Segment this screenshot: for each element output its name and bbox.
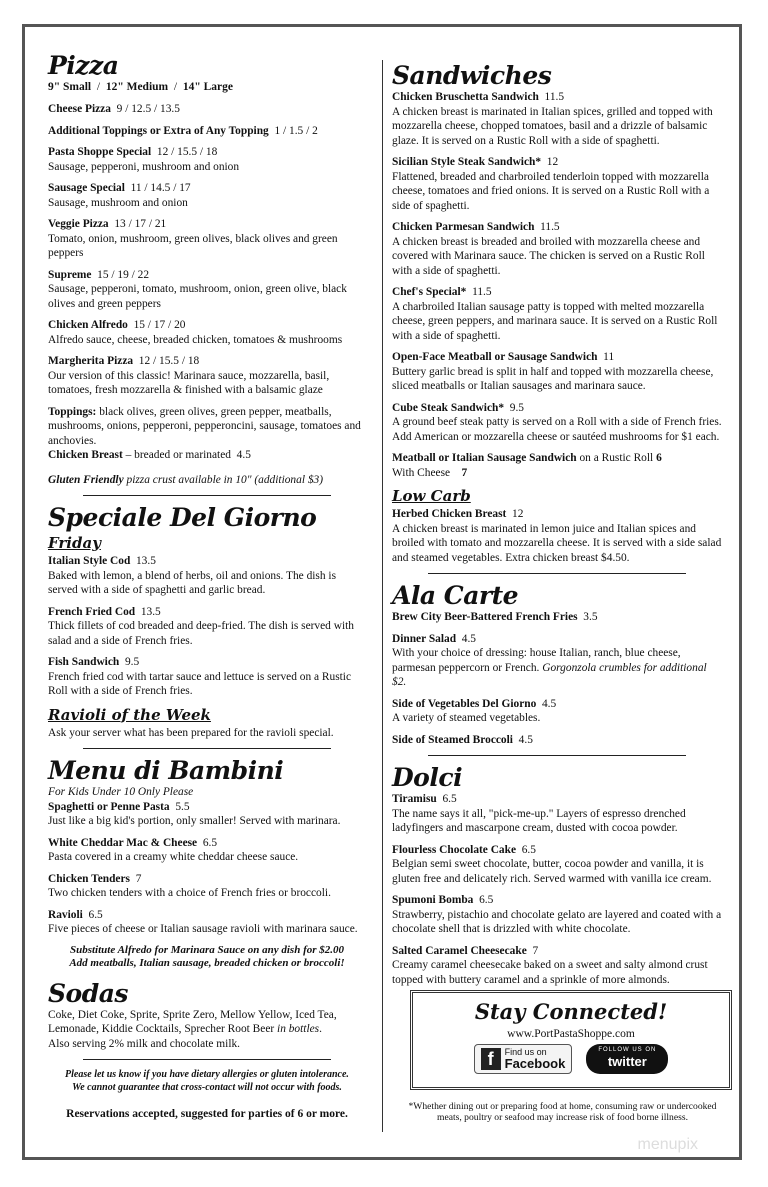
item-description: Creamy caramel cheesecake baked on a sweet and salty almond crust topped with buttery caramel and a sprinkle of more almonds. (392, 959, 708, 986)
item-price: 4.5 (461, 632, 476, 645)
sandwich-item (392, 90, 722, 148)
item-price: 11.5 (472, 286, 492, 298)
right-column (392, 62, 722, 994)
allergy-line-1: Please let us know if you have dietary allergies or gluten intolerance. (65, 1069, 349, 1080)
item-description: A chicken breast is marinated in Italian spices, grilled and topped with mozzarella cheese, chopped tomatoes, basil and a drizzle of balsamic glaze. It is served on a Rustic Roll with a side of spaghetti. (392, 105, 713, 147)
item-description: Sausage, pepperoni, mushroom and onion (48, 160, 240, 173)
pizza-item (48, 217, 366, 261)
item-description: A ground beef steak patty is served on a Roll with a side of French fries. Add American or mozzarella cheese or sautéed mushrooms for $1 each. (392, 416, 722, 443)
item-price: 7 (135, 872, 142, 885)
stay-connected-title: Stay Connected! (474, 999, 668, 1024)
item-price: 9 / 12.5 / 13.5 (116, 103, 180, 115)
sandwich-item (392, 285, 722, 343)
item-description: Alfredo sauce, cheese, breaded chicken, tomatoes & mushrooms (48, 333, 343, 346)
pizza-item (48, 268, 366, 312)
item-name: Additional Toppings or Extra of Any Topping (48, 124, 269, 137)
item-description: Tomato, onion, mushroom, green olives, black olives and green peppers (48, 232, 338, 259)
ala-carte-item (392, 610, 722, 625)
gluten-note: Gluten Friendly pizza crust available in 10" (additional $3) (48, 473, 324, 486)
sandwich-items (392, 90, 722, 444)
item-price: 4.5 (518, 733, 533, 746)
pizza-item (48, 102, 366, 117)
ala-carte-item (392, 733, 722, 748)
low-carb-title: Low Carb (392, 487, 471, 505)
item-price: 15 / 19 / 22 (97, 268, 150, 281)
item-name: White Cheddar Mac & Cheese (48, 836, 198, 849)
item-description: With your choice of dressing: house Italian, ranch, blue cheese, parmesan peppercorn or French. (392, 647, 681, 674)
item-price: 12 / 15.5 / 18 (138, 355, 200, 367)
item-price: 7 (532, 944, 539, 957)
item-price: 6.5 (479, 894, 494, 906)
divider (83, 748, 331, 749)
gorgonzola-note: Gorgonzola crumbles for additional $2. (392, 661, 707, 688)
item-price: 11.5 (540, 221, 560, 233)
ravioli-week-text: Ask your server what has been prepared for the ravioli special. (48, 726, 334, 739)
item-price: 9.5 (509, 401, 524, 414)
item-description: French fried cod with tartar sauce and lettuce is served on a Rustic Roll with a side of French fries. (48, 670, 352, 697)
item-price: 6.5 (202, 836, 218, 849)
kids-item (48, 908, 366, 937)
item-name: Italian Style Cod (48, 555, 131, 567)
divider (83, 495, 331, 496)
pizza-toppings: Toppings: black olives, green olives, green pepper, meatballs, mushrooms, onions, pepperoni, pepperoncini, sausage, tomatoes and anchovies. (48, 405, 361, 447)
friday-subtitle: Friday (48, 534, 101, 552)
item-price: 6.5 (88, 908, 103, 921)
ala-carte-item (392, 632, 722, 690)
item-name: Brew City Beer-Battered French Fries (392, 611, 578, 623)
item-description: Pasta covered in a creamy white cheddar cheese sauce. (48, 851, 299, 863)
bambini-note-1: Substitute Alfredo for Marinara Sauce on any dish for $2.00 (69, 943, 345, 956)
item-name: Tiramisu (392, 793, 437, 805)
item-name: Flourless Chocolate Cake (392, 843, 517, 856)
dessert-item (392, 893, 722, 937)
item-description: Sausage, mushroom and onion (48, 196, 188, 209)
item-name: Side of Steamed Broccoli (392, 733, 513, 746)
item-name: Ravioli (48, 908, 83, 921)
special-item (48, 655, 366, 699)
item-name: Fish Sandwich (48, 656, 120, 668)
food-safety-disclaimer: *Whether dining out or preparing food at home, consuming raw or undercooked meats, poultry or seafood may increase risk of food borne illness. (408, 1101, 717, 1123)
twitter-button[interactable]: FOLLOW US ON twitter (586, 1044, 668, 1074)
item-name: Chicken Tenders (48, 872, 130, 885)
item-name: Margherita Pizza (48, 355, 134, 367)
facebook-icon: f (481, 1048, 501, 1070)
item-description: Two chicken tenders with a choice of French fries or broccoli. (48, 887, 331, 899)
item-description: Thick fillets of cod breaded and deep-fried. The dish is served with salad and a side of French fries. (48, 620, 354, 647)
item-price: 11 / 14.5 / 17 (130, 182, 191, 194)
item-description: Flattened, breaded and charbroiled tenderloin topped with mozzarella cheese, tomatoes and fried onions. It is served on a Rustic Roll with a side of spaghetti. (392, 170, 710, 212)
bambini-items (48, 800, 366, 937)
item-description: Belgian semi sweet chocolate, butter, cocoa powder and vanilla, it is gluten free and delicately rich. Served warmed with vanilla ice cream. (392, 858, 712, 885)
item-name: Side of Vegetables Del Giorno (392, 697, 537, 710)
pizza-items (48, 102, 366, 398)
pizza-item (48, 181, 366, 210)
item-name: Open-Face Meatball or Sausage Sandwich (392, 351, 598, 363)
item-name: Chef's Special* (392, 286, 467, 298)
item-description: Five pieces of cheese or Italian sausage ravioli with marinara sauce. (48, 923, 358, 935)
item-name: Veggie Pizza (48, 218, 109, 230)
divider (428, 573, 685, 574)
item-description: The name says it all, "pick-me-up." Layers of espresso drenched ladyfingers and mascarpone cream, dusted with cocoa powder. (392, 807, 686, 834)
item-name: Supreme (48, 268, 92, 281)
item-description: Sausage, pepperoni, tomato, mushroom, onion, green olive, black olives and green peppers (48, 283, 347, 310)
item-description: Buttery garlic bread is split in half and topped with mozzarella cheese, sliced meatballs or Italian sausages and marinara sauce. (392, 365, 714, 392)
item-price: 4.5 (541, 697, 557, 710)
divider (428, 755, 685, 756)
sodas-title: Sodas (48, 978, 128, 1008)
item-description: Strawberry, pistachio and chocolate gelato are layered and coated with a chocolate shell that is drizzled with white chocolate. (392, 908, 722, 935)
item-name: French Fried Cod (48, 605, 136, 618)
item-price: 15 / 17 / 20 (133, 319, 186, 331)
item-description: Just like a big kid's portion, only smaller! Served with marinara. (48, 815, 341, 827)
item-name: Cheese Pizza (48, 103, 111, 115)
item-description: Our version of this classic! Marinara sauce, mozzarella, basil, tomatoes, fresh mozzarella & finished with a balsamic glaze (48, 369, 330, 396)
dolci-title: Dolci (392, 763, 463, 792)
sandwich-item (392, 155, 722, 213)
item-name: Salted Caramel Cheesecake (392, 944, 527, 957)
speciale-items (48, 554, 366, 699)
sodas-list: Coke, Diet Coke, Sprite, Sprite Zero, Mellow Yellow, Iced Tea, Lemonade, Kiddie Cocktails, Sprecher Root Beer in bottles. Also serving 2% milk and chocolate milk. (48, 1008, 337, 1050)
meatball-sandwich: Meatball or Italian Sausage Sandwich on a Rustic Roll 6 With Cheese 7 (392, 452, 662, 479)
bambini-title: Menu di Bambini (48, 756, 284, 785)
dessert-item (392, 792, 722, 836)
item-name: Pasta Shoppe Special (48, 146, 152, 158)
item-price: 11.5 (544, 91, 565, 103)
bambini-subtitle: For Kids Under 10 Only Please (48, 786, 194, 798)
pizza-sizes: 9" Small / 12" Medium / 14" Large (48, 81, 233, 93)
item-description: Baked with lemon, a blend of herbs, oil and onions. The dish is served with a side of spaghetti and garlic bread. (48, 569, 336, 596)
ala-carte-item (392, 697, 722, 726)
ravioli-week-title: Ravioli of the Week (48, 705, 211, 724)
left-column (48, 52, 366, 1120)
special-item (48, 554, 366, 598)
stay-connected-box (410, 990, 732, 1090)
pizza-item (48, 124, 366, 139)
item-price: 12 / 15.5 / 18 (156, 146, 218, 158)
special-item (48, 605, 366, 649)
ala-carte-items (392, 610, 722, 747)
item-price: 5.5 (175, 800, 190, 813)
item-price: 1 / 1.5 / 2 (274, 124, 318, 137)
item-price: 13 / 17 / 21 (114, 218, 167, 230)
bambini-note-2: Add meatballs, Italian sausage, breaded chicken or broccoli! (69, 956, 345, 969)
item-name: Spaghetti or Penne Pasta (48, 800, 170, 813)
pizza-item (48, 145, 366, 174)
pizza-item (48, 318, 366, 347)
item-name: Sicilian Style Steak Sandwich* (392, 156, 542, 168)
item-name: Cube Steak Sandwich* (392, 401, 505, 414)
item-price: 12 (546, 156, 559, 168)
dessert-item (392, 944, 722, 988)
kids-item (48, 836, 366, 865)
item-name: Chicken Parmesan Sandwich (392, 221, 535, 233)
item-price: 13.5 (140, 605, 161, 618)
item-description: A charbroiled Italian sausage patty is topped with melted mozzarella cheese, green peppers, and marinara sauce. It is served on a Rustic Roll with a side of spaghetti. (392, 300, 718, 342)
sandwiches-title: Sandwiches (392, 61, 552, 90)
chicken-breast-addon: Chicken Breast – breaded or marinated 4.5 (48, 449, 251, 461)
kids-item (48, 872, 366, 901)
sandwich-item (392, 401, 722, 445)
item-name: Dinner Salad (392, 632, 457, 645)
allergy-line-2: We cannot guarantee that cross-contact will not occur with foods. (72, 1082, 342, 1093)
pizza-title: Pizza (48, 51, 119, 80)
item-description: A chicken breast is breaded and broiled with mozzarella cheese and covered with Marinara sauce. The chicken is served on a Rustic Roll with a side of spaghetti. (392, 235, 705, 277)
dolci-items (392, 792, 722, 987)
ala-carte-title: Ala Carte (392, 581, 519, 610)
item-name: Spumoni Bomba (392, 894, 474, 906)
herbed-chicken-item: Herbed Chicken Breast 12 A chicken breast is marinated in lemon juice and Italian spices and broiled with tomato and mozzarella cheese. It is served with a side salad and steamed vegetables. Extra chicken breast $4.50. (392, 508, 722, 564)
facebook-button[interactable]: f Find us on Facebook (474, 1044, 573, 1074)
speciale-title: Speciale Del Giorno (48, 503, 317, 532)
sandwich-item (392, 220, 722, 278)
item-price: 6.5 (442, 793, 457, 805)
dessert-item (392, 843, 722, 887)
item-price: 13.5 (135, 555, 156, 567)
item-price: 11 (603, 351, 615, 363)
item-price: 6.5 (521, 843, 536, 856)
item-price: 3.5 (583, 611, 598, 623)
website-link[interactable]: www.PortPastaShoppe.com (507, 1028, 635, 1040)
divider (83, 1059, 331, 1060)
kids-item (48, 800, 366, 829)
watermark: menupix (637, 1136, 698, 1153)
social-links (413, 1044, 729, 1074)
pizza-item (48, 354, 366, 398)
item-description: A variety of steamed vegetables. (392, 712, 541, 724)
reservations-note: Reservations accepted, suggested for parties of 6 or more. (66, 1108, 348, 1120)
item-price: 9.5 (124, 656, 140, 668)
item-name: Chicken Alfredo (48, 319, 128, 331)
item-name: Chicken Bruschetta Sandwich (392, 91, 539, 103)
sandwich-item (392, 350, 722, 394)
item-name: Sausage Special (48, 182, 125, 194)
column-divider (382, 60, 383, 1132)
